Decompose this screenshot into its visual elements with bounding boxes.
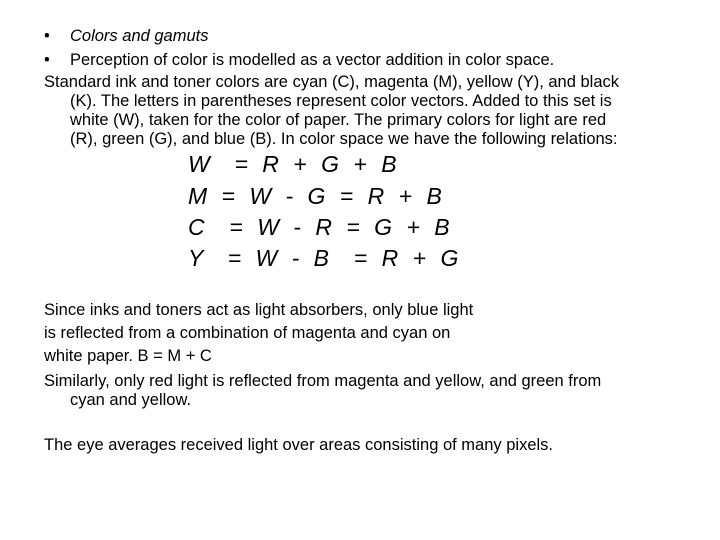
equation-magenta: M = W - G = R + B [188, 183, 446, 209]
paragraph-line: white (W), taken for the color of paper. The primary colors for light are red [70, 111, 607, 129]
equation-cyan: C = W - R = G + B [188, 214, 454, 240]
bullet-marker: • [44, 27, 50, 45]
paragraph-line: white paper. B = M + C [44, 347, 212, 365]
equation-white: W = R + G + B [188, 151, 401, 177]
paragraph-line: The eye averages received light over areas consisting of many pixels. [44, 436, 554, 454]
paragraph-line: (K). The letters in parentheses represent color vectors. Added to this set is [70, 92, 612, 110]
paragraph-line: cyan and yellow. [70, 391, 192, 409]
bullet-marker: • [44, 51, 50, 69]
paragraph-line: Similarly, only red light is reflected from magenta and yellow, and green from [44, 372, 602, 390]
paragraph-line: Since inks and toners act as light absorbers, only blue light [44, 301, 474, 319]
paragraph-line: is reflected from a combination of magenta and cyan on [44, 324, 451, 342]
equation-yellow: Y = W - B = R + G [188, 245, 463, 271]
bullet-text: Perception of color is modelled as a vector addition in color space. [70, 51, 555, 69]
paragraph-line: (R), green (G), and blue (B). In color space we have the following relations: [70, 130, 618, 148]
paragraph-line: Standard ink and toner colors are cyan (C), magenta (M), yellow (Y), and black [44, 73, 620, 91]
slide-title: Colors and gamuts [70, 27, 209, 45]
